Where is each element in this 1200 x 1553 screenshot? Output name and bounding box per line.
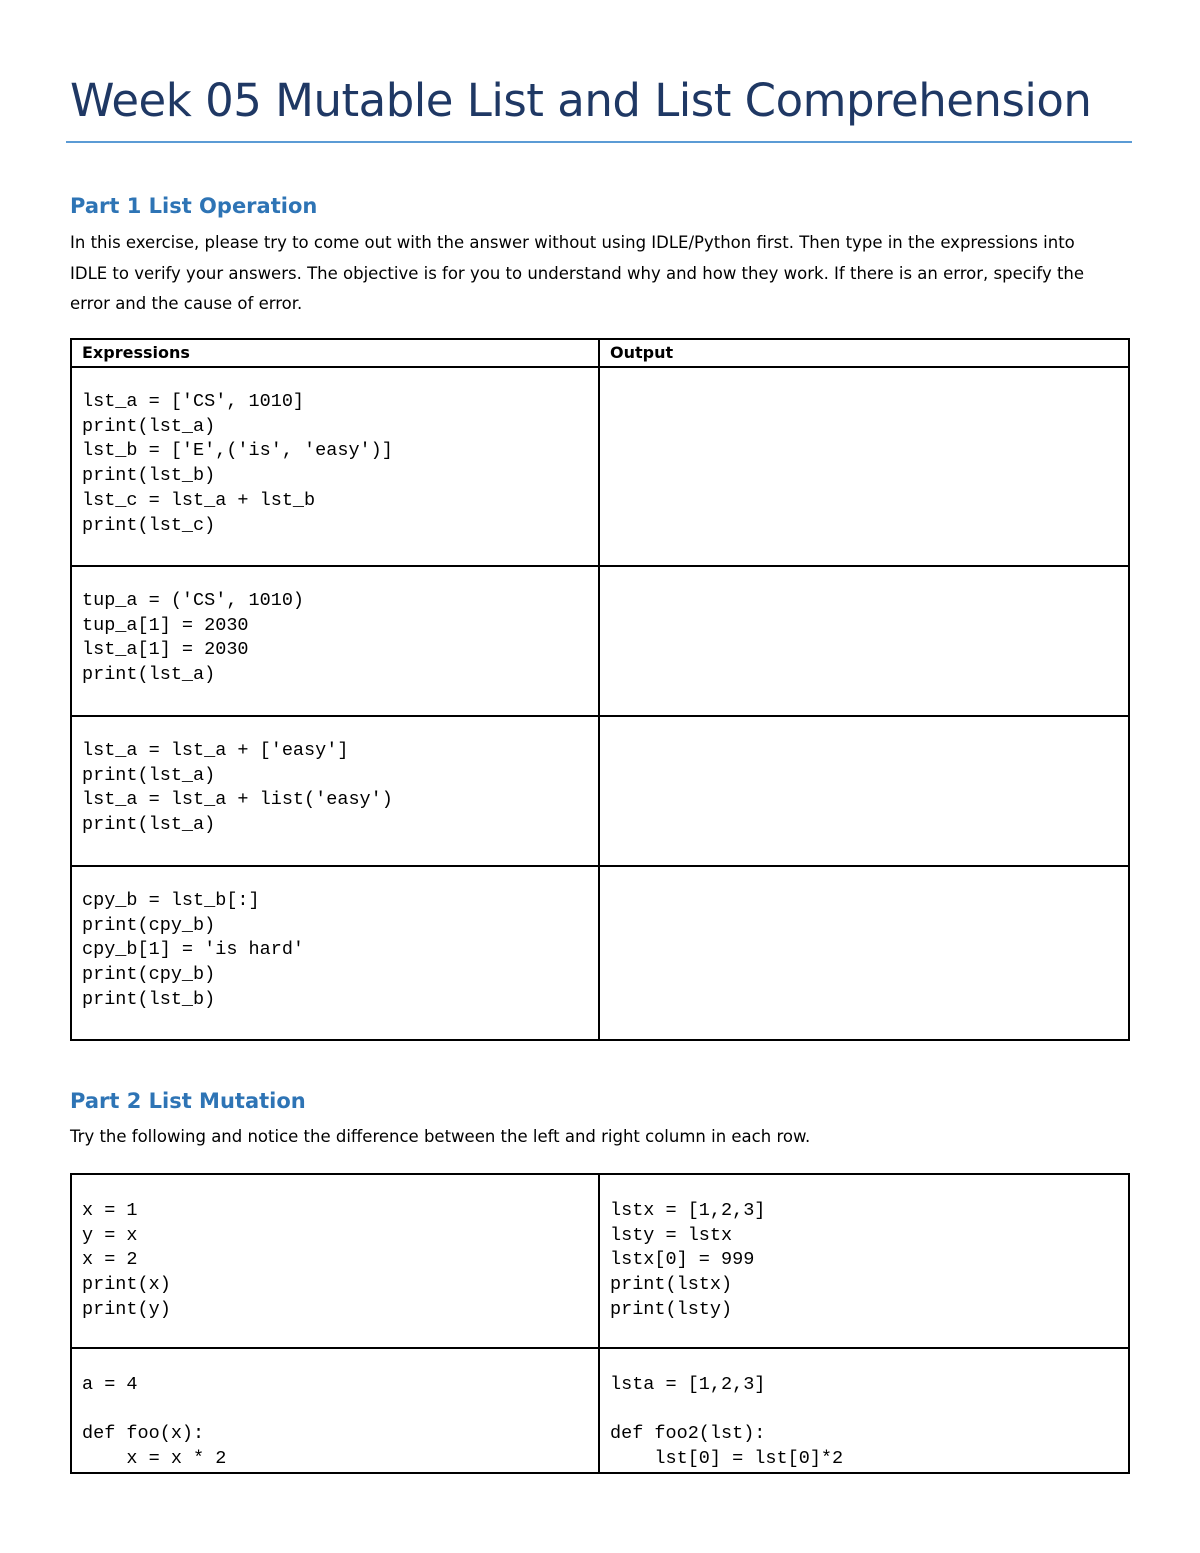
part2-intro: Try the following and notice the difference between the left and right column in each row. <box>70 1127 811 1146</box>
part2-heading: Part 2 List Mutation <box>70 1089 306 1113</box>
part2-table <box>70 1173 1130 1474</box>
part1-intro: In this exercise, please try to come out with the answer without using IDLE/Python first. Then type in the expressions into IDLE to verify your answers. The objective is for you to understand why and how they work. If there is an error, specify the error and the cause of error. <box>70 233 1085 313</box>
table-row <box>71 1174 1129 1348</box>
page-title: Week 05 Mutable List and List Comprehension <box>70 74 1092 127</box>
table-row <box>71 866 1129 1040</box>
title-underline <box>66 141 1132 143</box>
table-row <box>71 1348 1129 1473</box>
table-row <box>71 716 1129 866</box>
expression-cell: lst_a = ['CS', 1010] print(lst_a) lst_b = ['E',('is', 'easy')] print(lst_b) lst_c = lst_a + lst_b print(lst_c) <box>82 391 393 536</box>
output-cell[interactable] <box>599 566 1129 716</box>
table-row <box>71 367 1129 566</box>
part1-heading: Part 1 List Operation <box>70 194 318 218</box>
table-row <box>71 566 1129 716</box>
left-code-cell: a = 4 def foo(x): x = x * 2 <box>82 1374 227 1470</box>
expression-cell: lst_a = lst_a + ['easy'] print(lst_a) lst_a = lst_a + list('easy') print(lst_a) <box>82 740 393 836</box>
column-header-output: Output <box>599 339 1129 367</box>
right-code-cell: lstx = [1,2,3] lsty = lstx lstx[0] = 999 print(lstx) print(lsty) <box>609 1200 766 1320</box>
output-cell[interactable] <box>599 866 1129 1040</box>
right-code-cell: lsta = [1,2,3] def foo2(lst): lst[0] = lst[0]*2 <box>609 1374 844 1470</box>
output-cell[interactable] <box>599 367 1129 566</box>
output-cell[interactable] <box>599 716 1129 866</box>
expression-cell: tup_a = ('CS', 1010) tup_a[1] = 2030 lst_a[1] = 2030 print(lst_a) <box>82 590 305 686</box>
left-code-cell: x = 1 y = x x = 2 print(x) print(y) <box>82 1200 171 1320</box>
expression-cell: cpy_b = lst_b[:] print(cpy_b) cpy_b[1] = 'is hard' print(cpy_b) print(lst_b) <box>82 890 305 1010</box>
table-header-row <box>71 339 1129 367</box>
column-header-expressions: Expressions <box>71 339 599 367</box>
part1-table <box>70 338 1130 1041</box>
